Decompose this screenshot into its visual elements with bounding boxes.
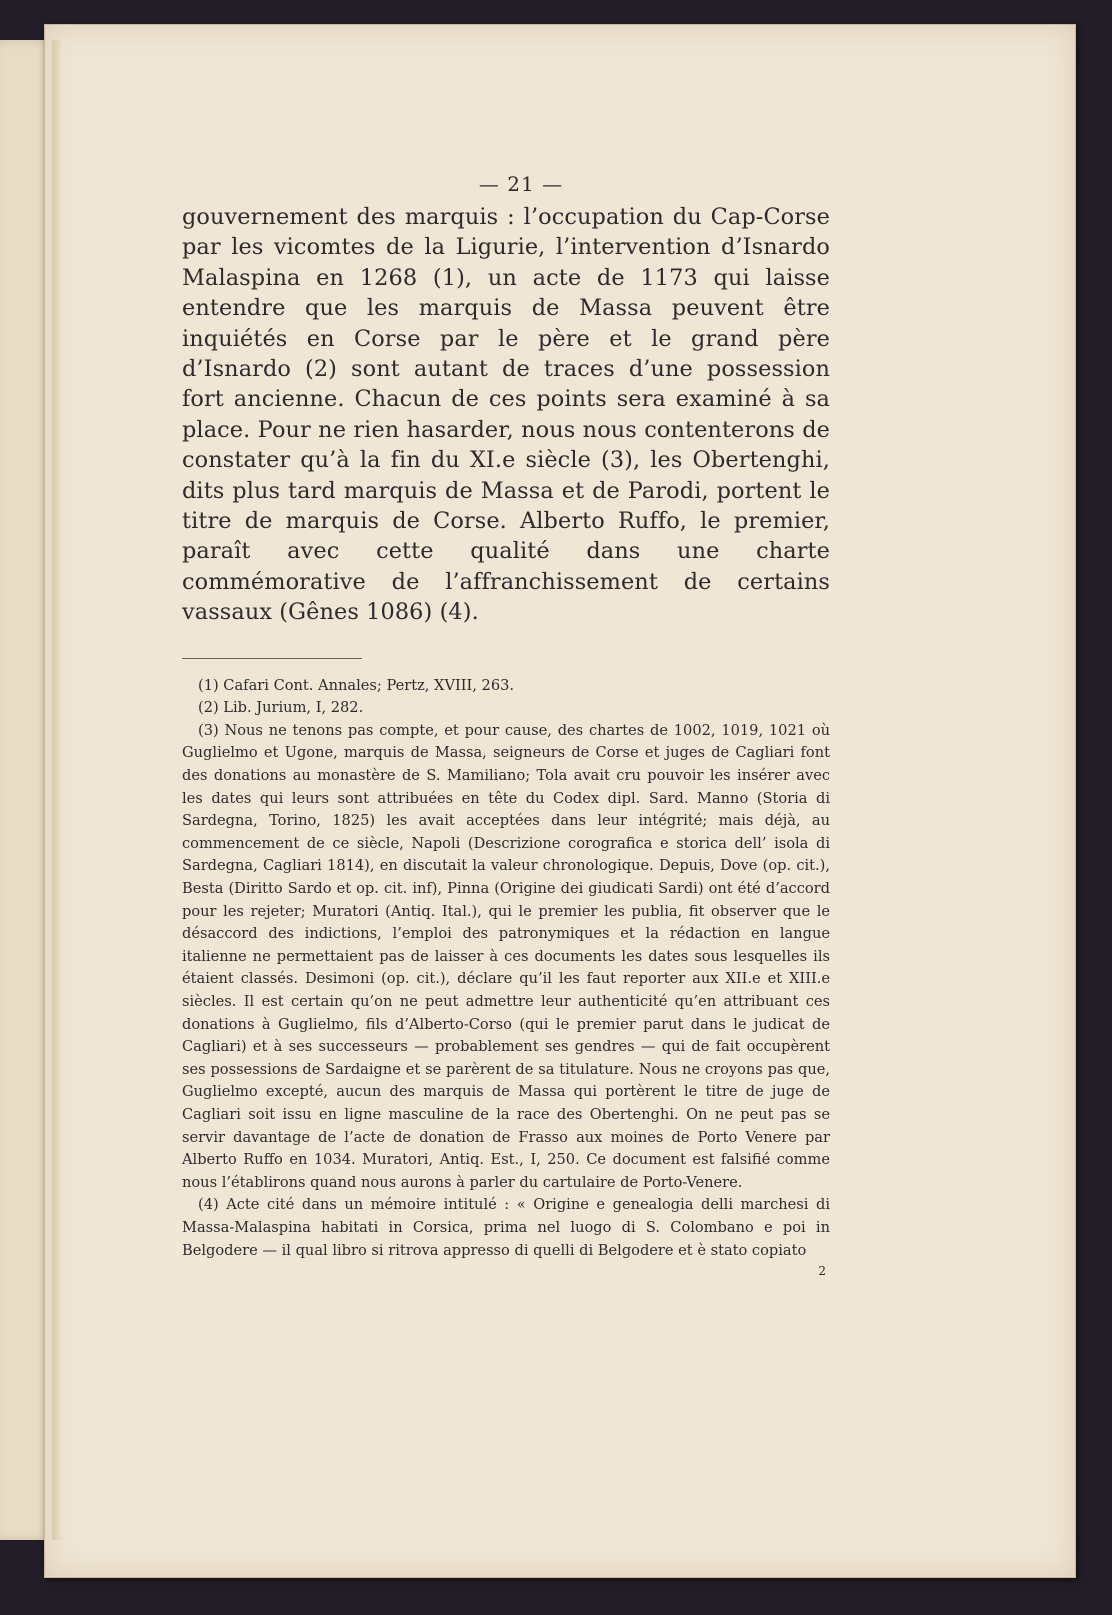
body-paragraph: gouvernement des marquis : l’occupation du Cap-Corse par les vicomtes de la Ligurie, l’intervention d’Isnardo Malaspina en 1268 (1), un acte de 1173 qui laisse entendre que les marquis de Massa peuvent être inquiétés en Corse par le père et le grand père d’Isnardo (2) sont autant de traces d’une possession fort ancienne. Chacun de ces points sera examiné à sa place. Pour ne rien hasarder, nous nous contenterons de constater qu’à la fin du XI.e siècle (3), les Obertenghi, dits plus tard marquis de Massa et de Parodi, portent le titre de marquis de Corse. Alberto Ruffo, le premier, paraît avec cette qualité dans une charte commémorative de l’affranchissement de certains vassaux (Gênes 1086) (4).	[182, 204, 830, 626]
footnotes	[182, 675, 830, 1262]
footnote-2: (2) Lib. Jurium, I, 282.	[198, 699, 364, 717]
page-number: — 21 —	[478, 172, 564, 196]
footnote-3: (3) Nous ne tenons pas compte, et pour cause, des chartes de 1002, 1019, 1021 où Guglielmo et Ugone, marquis de Massa, seigneurs de Corse et juges de Cagliari font des donations au monastère de S. Mamiliano; Tola avait cru pouvoir les insérer avec les dates qui leurs sont attribuées en tête du Codex dipl. Sard. Manno (Storia di Sardegna, Torino, 1825) les avait acceptées dans leur intégrité; mais déjà, au commencement de ce siècle, Napoli (Descrizione corografica e storica dell’ isola di Sardegna, Cagliari 1814), en discutait la valeur chronologique. Depuis, Dove (op. cit.), Besta (Diritto Sardo et op. cit. inf), Pinna (Origine dei giudicati Sardi) ont été d’accord pour les rejeter; Muratori (Antiq. Ital.), qui le premier les publia, fit observer que le désaccord des indictions, l’emploi des patronymiques et la rédaction en langue italienne ne permettaient pas de laisser à ces documents les dates sous lesquelles ils étaient classés. Desimoni (op. cit.), déclare qu’il les faut reporter aux XII.e et XIII.e siècles. Il est certain qu’on ne peut admettre leur authenticité qu’en attribuant ces donations à Guglielmo, fils d’Alberto-Corso (qui le premier parut dans le judicat de Cagliari) et à ses successeurs — probablement ses gendres — qui de fait occupèrent ses possessions de Sardaigne et se parèrent de sa titulature. Nous ne croyons pas que, Guglielmo excepté, aucun des marquis de Massa qui portèrent le titre de juge de Cagliari soit issu en ligne masculine de la race des Obertenghi. On ne peut pas se servir davantage de l’acte de donation de Frasso aux moines de Porto Venere par Alberto Ruffo en 1034. Muratori, Antiq. Est., I, 250. Ce document est falsifié comme nous l’établirons quand nous aurons à parler du cartulaire de Porto-Venere.	[182, 721, 830, 1191]
footnote-4: (4) Acte cité dans un mémoire intitulé : « Origine e genealogia delli marchesi di Massa-Malaspina habitati in Corsica, prima nel luogo di S. Colombano e poi in Belgodere — il qual libro si ritrova appresso di quelli di Belgodere et è stato copiato	[182, 1196, 830, 1259]
page-content	[182, 172, 830, 1278]
signature-mark: 2	[818, 1264, 826, 1279]
footnote-1: (1) Cafari Cont. Annales; Pertz, XVIII, 263.	[198, 676, 515, 694]
body-text	[182, 202, 830, 628]
gutter-shadow	[52, 40, 62, 1540]
footnote-separator	[182, 658, 362, 659]
